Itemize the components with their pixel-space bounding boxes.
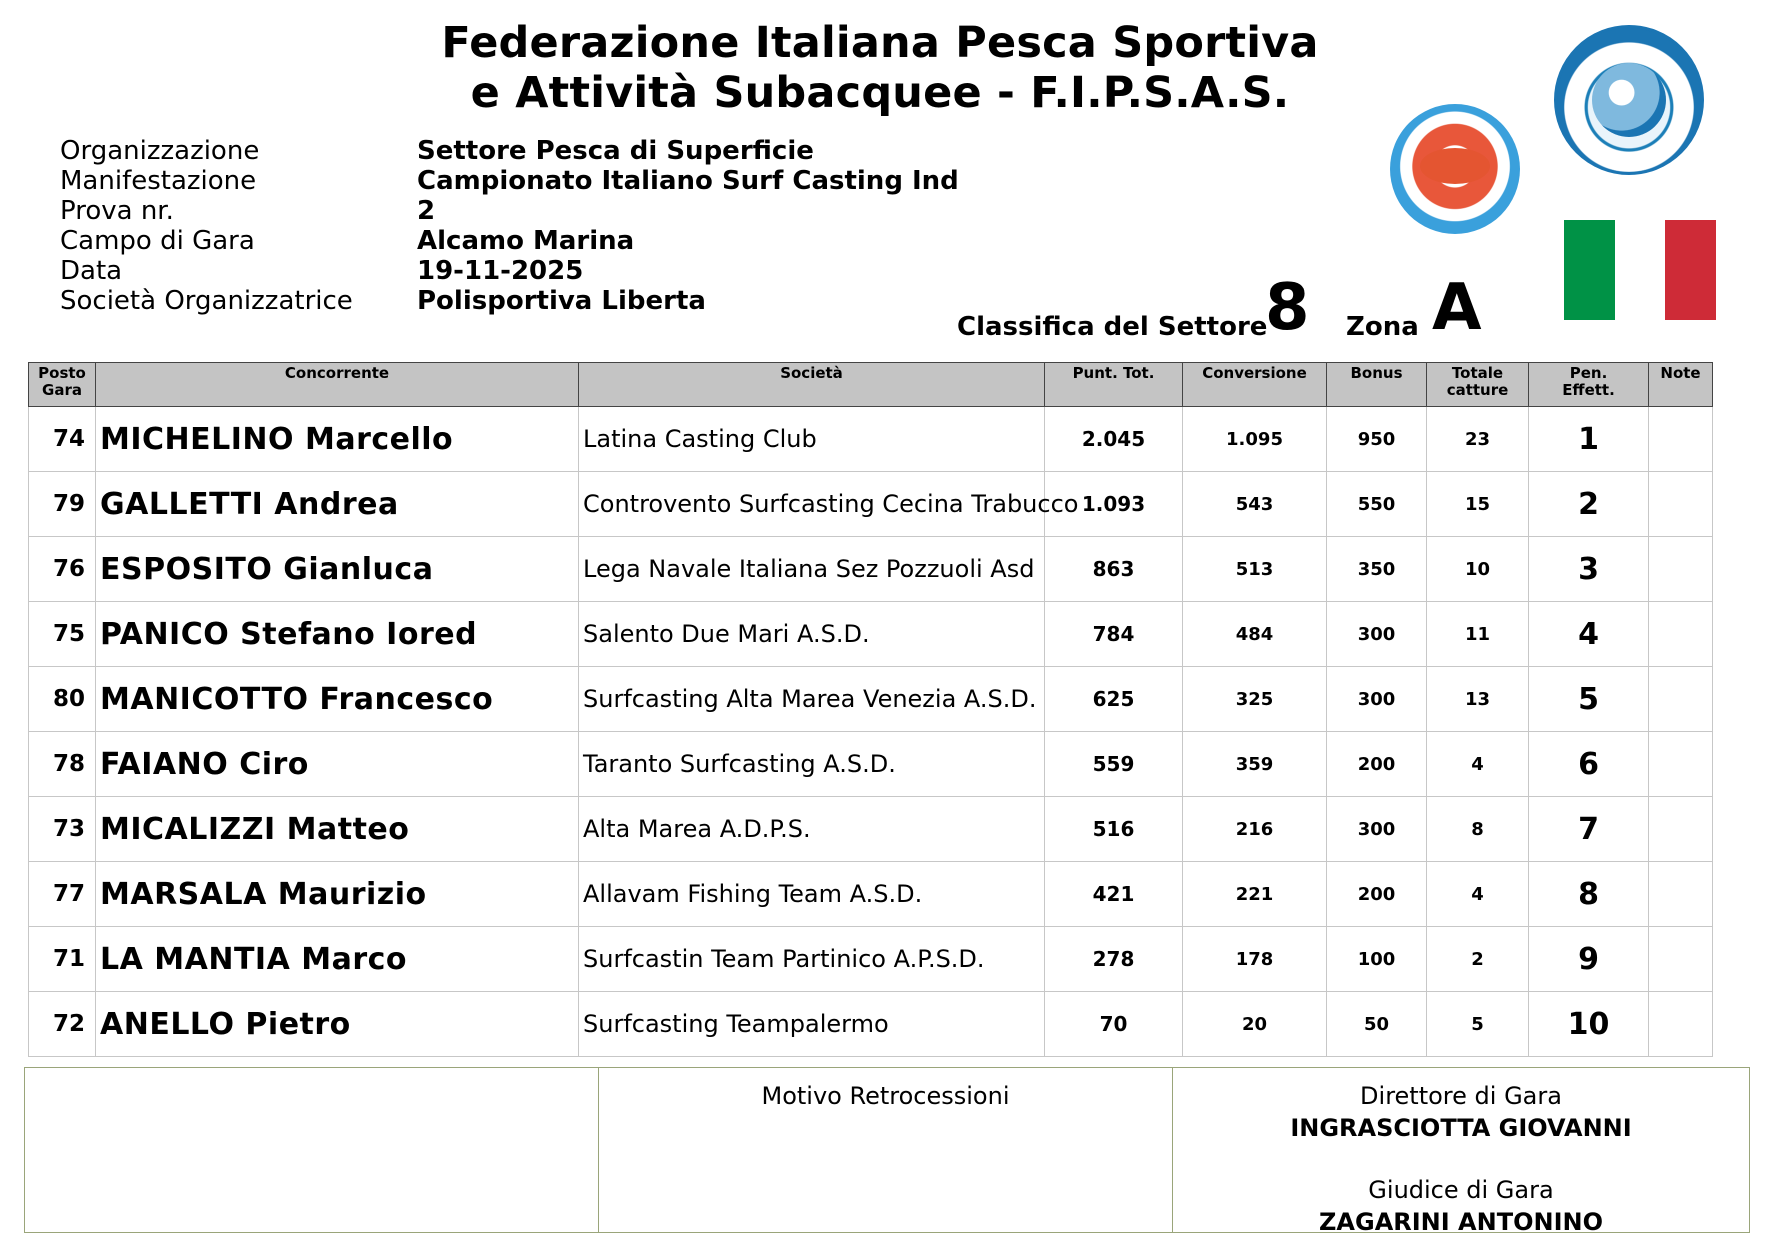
info-value: 19-11-2025 — [417, 256, 584, 286]
footer-empty-cell — [25, 1068, 599, 1232]
officials — [1173, 1068, 1749, 1236]
punteggio-totale-cell: 784 — [1045, 602, 1183, 667]
societa-cell: Taranto Surfcasting A.S.D. — [579, 732, 1045, 797]
fish-icon — [1420, 148, 1490, 184]
table-row — [29, 992, 1713, 1057]
bonus-cell: 950 — [1327, 407, 1427, 472]
table-row — [29, 602, 1713, 667]
settore-number: 8 — [1265, 271, 1310, 345]
info-value: 2 — [417, 196, 436, 226]
zona-value: A — [1432, 271, 1482, 345]
concorrente-cell: PANICO Stefano Iored — [96, 602, 579, 667]
note-cell — [1649, 797, 1713, 862]
concorrente-cell: LA MANTIA Marco — [96, 927, 579, 992]
posto-gara-cell: 73 — [29, 797, 96, 862]
classifica-label: Classifica del Settore — [957, 312, 1268, 342]
note-cell — [1649, 667, 1713, 732]
header-punt: Punt. Tot. — [1045, 363, 1183, 407]
totale-catture-cell: 10 — [1427, 537, 1529, 602]
table-header-row — [29, 363, 1713, 407]
conversione-cell: 543 — [1183, 472, 1327, 537]
note-cell — [1649, 992, 1713, 1057]
penalita-effettive-cell: 10 — [1529, 992, 1649, 1057]
info-value: Settore Pesca di Superficie — [417, 136, 814, 166]
societa-cell: Surfcastin Team Partinico A.P.S.D. — [579, 927, 1045, 992]
concorrente-cell: MICHELINO Marcello — [96, 407, 579, 472]
totale-catture-cell: 2 — [1427, 927, 1529, 992]
table-row — [29, 407, 1713, 472]
bonus-cell: 300 — [1327, 667, 1427, 732]
societa-cell: Alta Marea A.D.P.S. — [579, 797, 1045, 862]
bonus-cell: 350 — [1327, 537, 1427, 602]
penalita-effettive-cell: 3 — [1529, 537, 1649, 602]
info-row-organizzazione — [60, 136, 959, 166]
conversione-cell: 216 — [1183, 797, 1327, 862]
header-societa: Società — [579, 363, 1045, 407]
info-label: Manifestazione — [60, 166, 257, 196]
posto-gara-cell: 80 — [29, 667, 96, 732]
totale-catture-cell: 4 — [1427, 732, 1529, 797]
conversione-cell: 20 — [1183, 992, 1327, 1057]
conversione-cell: 359 — [1183, 732, 1327, 797]
punteggio-totale-cell: 1.093 — [1045, 472, 1183, 537]
info-row-manifestazione — [60, 166, 959, 196]
flag-white — [1615, 220, 1666, 320]
penalita-effettive-cell: 7 — [1529, 797, 1649, 862]
fipsas-emblem — [1592, 63, 1666, 137]
table-row — [29, 797, 1713, 862]
table-row — [29, 537, 1713, 602]
info-value: Polisportiva Liberta — [417, 286, 706, 316]
bonus-cell: 200 — [1327, 862, 1427, 927]
punteggio-totale-cell: 625 — [1045, 667, 1183, 732]
note-cell — [1649, 732, 1713, 797]
posto-gara-cell: 75 — [29, 602, 96, 667]
title-line-2: e Attività Subacquee - F.I.P.S.A.S. — [470, 68, 1290, 118]
table-row — [29, 732, 1713, 797]
conversione-cell: 484 — [1183, 602, 1327, 667]
table-row — [29, 862, 1713, 927]
penalita-effettive-cell: 4 — [1529, 602, 1649, 667]
header-posto: Posto Gara — [29, 363, 96, 407]
concorrente-cell: FAIANO Ciro — [96, 732, 579, 797]
note-cell — [1649, 472, 1713, 537]
posto-gara-cell: 72 — [29, 992, 96, 1057]
title-line-1: Federazione Italiana Pesca Sportiva — [441, 18, 1319, 68]
fipsas-logo-icon — [1554, 25, 1704, 175]
concorrente-cell: ANELLO Pietro — [96, 992, 579, 1057]
totale-catture-cell: 15 — [1427, 472, 1529, 537]
punteggio-totale-cell: 863 — [1045, 537, 1183, 602]
societa-cell: Latina Casting Club — [579, 407, 1045, 472]
penalita-effettive-cell: 2 — [1529, 472, 1649, 537]
penalita-effettive-cell: 5 — [1529, 667, 1649, 732]
concorrente-cell: MANICOTTO Francesco — [96, 667, 579, 732]
zona-label: Zona — [1346, 312, 1419, 342]
direttore-name: INGRASCIOTTA GIOVANNI — [1290, 1114, 1632, 1142]
conversione-cell: 221 — [1183, 862, 1327, 927]
page-title — [390, 18, 1370, 118]
societa-cell: Allavam Fishing Team A.S.D. — [579, 862, 1045, 927]
info-label: Campo di Gara — [60, 226, 255, 256]
penalita-effettive-cell: 8 — [1529, 862, 1649, 927]
conversione-cell: 178 — [1183, 927, 1327, 992]
header-conversione: Conversione — [1183, 363, 1327, 407]
note-cell — [1649, 927, 1713, 992]
flag-green — [1564, 220, 1615, 320]
conversione-cell: 325 — [1183, 667, 1327, 732]
societa-cell: Lega Navale Italiana Sez Pozzuoli Asd — [579, 537, 1045, 602]
table-row — [29, 667, 1713, 732]
totale-catture-cell: 5 — [1427, 992, 1529, 1057]
footer-box — [24, 1067, 1750, 1236]
header-totale: Totale catture — [1427, 363, 1529, 407]
punteggio-totale-cell: 559 — [1045, 732, 1183, 797]
punteggio-totale-cell: 70 — [1045, 992, 1183, 1057]
info-label: Società Organizzatrice — [60, 286, 353, 316]
note-cell — [1649, 602, 1713, 667]
societa-cell: Surfcasting Alta Marea Venezia A.S.D. — [579, 667, 1045, 732]
conversione-cell: 1.095 — [1183, 407, 1327, 472]
note-cell — [1649, 407, 1713, 472]
info-row-prova — [60, 196, 959, 226]
results-table — [28, 362, 1713, 1057]
posto-gara-cell: 79 — [29, 472, 96, 537]
penalita-effettive-cell: 6 — [1529, 732, 1649, 797]
note-cell — [1649, 862, 1713, 927]
info-value: Alcamo Marina — [417, 226, 635, 256]
totale-catture-cell: 13 — [1427, 667, 1529, 732]
table-row — [29, 927, 1713, 992]
event-info — [60, 136, 959, 316]
societa-cell: Controvento Surfcasting Cecina Trabucco — [579, 472, 1045, 537]
header-note: Note — [1649, 363, 1713, 407]
bonus-cell: 100 — [1327, 927, 1427, 992]
note-cell — [1649, 537, 1713, 602]
bonus-cell: 300 — [1327, 602, 1427, 667]
italian-flag-icon — [1564, 220, 1716, 320]
info-row-societa — [60, 286, 959, 316]
penalita-effettive-cell: 1 — [1529, 407, 1649, 472]
flag-red — [1665, 220, 1716, 320]
concorrente-cell: MICALIZZI Matteo — [96, 797, 579, 862]
bonus-cell: 50 — [1327, 992, 1427, 1057]
bonus-cell: 300 — [1327, 797, 1427, 862]
motivo-label: Motivo Retrocessioni — [761, 1082, 1010, 1110]
concorrente-cell: ESPOSITO Gianluca — [96, 537, 579, 602]
info-label: Data — [60, 256, 123, 286]
punteggio-totale-cell: 516 — [1045, 797, 1183, 862]
societa-cell: Salento Due Mari A.S.D. — [579, 602, 1045, 667]
info-value: Campionato Italiano Surf Casting Ind — [417, 166, 959, 196]
info-label: Organizzazione — [60, 136, 260, 166]
info-row-data — [60, 256, 959, 286]
header-pen: Pen. Effett. — [1529, 363, 1649, 407]
header-bonus: Bonus — [1327, 363, 1427, 407]
concorrente-cell: GALLETTI Andrea — [96, 472, 579, 537]
punteggio-totale-cell: 2.045 — [1045, 407, 1183, 472]
posto-gara-cell: 77 — [29, 862, 96, 927]
posto-gara-cell: 78 — [29, 732, 96, 797]
info-row-campo — [60, 226, 959, 256]
punteggio-totale-cell: 278 — [1045, 927, 1183, 992]
penalita-effettive-cell: 9 — [1529, 927, 1649, 992]
header-concorrente: Concorrente — [96, 363, 579, 407]
posto-gara-cell: 74 — [29, 407, 96, 472]
punteggio-totale-cell: 421 — [1045, 862, 1183, 927]
direttore-label: Direttore di Gara — [1360, 1082, 1562, 1110]
totale-catture-cell: 11 — [1427, 602, 1529, 667]
totale-catture-cell: 8 — [1427, 797, 1529, 862]
posto-gara-cell: 71 — [29, 927, 96, 992]
giudice-name: ZAGARINI ANTONINO — [1319, 1208, 1603, 1236]
conversione-cell: 513 — [1183, 537, 1327, 602]
bonus-cell: 200 — [1327, 732, 1427, 797]
totale-catture-cell: 4 — [1427, 862, 1529, 927]
concorrente-cell: MARSALA Maurizio — [96, 862, 579, 927]
motivo-retrocessioni — [599, 1068, 1173, 1232]
table-row — [29, 472, 1713, 537]
bonus-cell: 550 — [1327, 472, 1427, 537]
catch-and-release-logo-icon — [1390, 104, 1520, 234]
giudice-label: Giudice di Gara — [1368, 1176, 1554, 1204]
societa-cell: Surfcasting Teampalermo — [579, 992, 1045, 1057]
posto-gara-cell: 76 — [29, 537, 96, 602]
totale-catture-cell: 23 — [1427, 407, 1529, 472]
info-label: Prova nr. — [60, 196, 174, 226]
